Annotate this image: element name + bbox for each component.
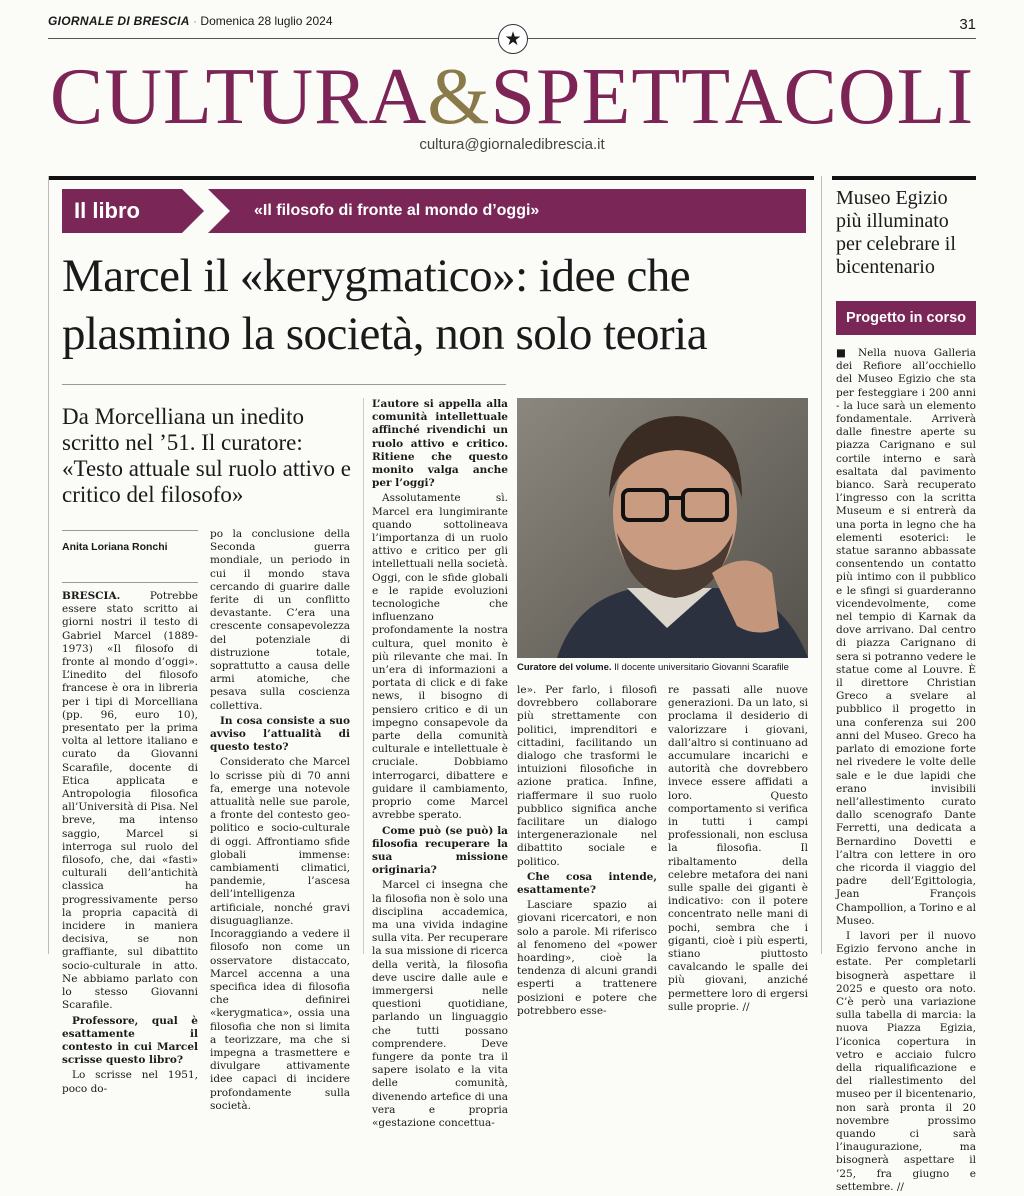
headline-line-2: plasmino la società, non solo teoria — [62, 308, 708, 360]
kicker-label: Il libro — [62, 189, 182, 233]
article-column-3 — [372, 398, 508, 1132]
col2-paragraph-2: Considerato che Marcel lo scrisse più di 70 anni fa, emerge una notevole attualità nelle sue parole, a fronte del contesto geo-politico e socio-culturale di oggi. Affrontiamo sfide globali immense: cambiamenti climatici, pandemie, l’ascesa dell’intelligenza artificiale, nonché gravi disuguaglianze. Incoraggiando a vedere il filosofo non come un osservatore distaccato, Marcel accenna a una specifica idea di filosofia che definirei «kerygmatica», ossia una filosofia che non si limita a teorizzare, ma che si impegna a trasmettere e divulgare attivamente idee capaci di incidere profondamente sulla società. — [210, 756, 350, 1112]
col4-paragraph-2: Lasciare spazio ai giovani ricercatori, e non solo a parole. Mi riferisco al fenomeno del «power hoarding», cioè la tendenza di alcuni grandi esperti a trattenere posizioni e potere che potrebbero esse- — [517, 899, 657, 1017]
masthead-cultura: CULTURA — [49, 53, 428, 141]
sidebar-badge: Progetto in corso — [836, 301, 976, 335]
col3-paragraph-2: Marcel ci insegna che la filosofia non è solo una disciplina accademica, ma una vivida indagine sulla vita. Per recuperare la sua missione di ricerca della verità, la filosofia deve uscire dalle aule e immergersi nelle questioni quotidiane, parlando un linguaggio che tutti possano comprendere. Deve fungere da ponte tra il sapere isolato e la vita delle comunità, divenendo artefice di una vera e propria «gestazione concettua- — [372, 879, 508, 1129]
col5-paragraph-1: re passati alle nuove generazioni. Da un lato, si proclama il desiderio di valorizzare i giovani, dall’altro si continuano ad accumulare incarichi e autorità che dovrebbero invece essere affidati a loro. Questo comportamento si verifica in tutti i campi professionali, non esclusa la filosofia. Il ribaltamento della celebre metafora dei nani sulle spalle dei giganti è indicativo: con il potere concentrato nelle mani di pochi, sembra che i giganti, cioè i più esperti, stiano piuttosto cavalcando le spalle dei più giovani, anziché permettere loro di ergersi sulle proprie. // — [668, 684, 808, 1013]
kicker-notch — [208, 189, 230, 233]
masthead-spettacoli: SPETTACOLI — [490, 53, 975, 141]
sidebar-top-rule — [832, 176, 976, 180]
caption-text: Il docente universitario Giovanni Scarafile — [614, 662, 789, 673]
kicker-text: «Il filosofo di fronte al mondo d’oggi» — [208, 189, 806, 233]
caption-lead: Curatore del volume. — [517, 662, 612, 673]
photo-caption — [517, 662, 817, 673]
inner-column-rule — [363, 398, 364, 954]
col3-question-1: L’autore si appella alla comunità intellettuale affinché rivendichi un ruolo attivo e critico. Ritiene che questo monito valga anche per l’oggi? — [372, 398, 508, 490]
section-email[interactable]: cultura@giornaledibrescia.it — [419, 136, 605, 153]
newspaper-name: GIORNALE DI BRESCIA — [48, 14, 190, 28]
sidebar-headline: Museo Egizio più illuminato per celebrare il bicentenario — [836, 187, 956, 278]
article-column-5 — [668, 684, 808, 1016]
article-subheadline: Da Morcelliana un inedito scritto nel ’51. Il curatore: «Testo attuale sul ruolo attivo e critico del filosofo» — [62, 404, 352, 507]
portrait-illustration — [517, 398, 808, 658]
sidebar-paragraph-2: I lavori per il nuovo Egizio fervono anche in estate. Per completarli bisognerà aspettare il 2025 e questo ora noto. C’è però una variazione sulla tabella di marcia: la nuova Piazza Egizia, l’iconica copertura in vetro e acciaio fulcro della riqualificazione e del riallestimento del museo per il bicentenario, non sarà pronta il 20 novembre prossimo quando ci sarà l’inaugurazione, ma bisognerà aspettare il ’25, fra giugno e settembre. // — [836, 929, 976, 1193]
headline-divider — [62, 384, 506, 385]
issue-date: Domenica 28 luglio 2024 — [200, 14, 333, 28]
masthead-ampersand: & — [427, 53, 491, 141]
kicker-arrow — [182, 189, 204, 233]
col1-paragraph-2: Lo scrisse nel 1951, poco do- — [62, 1069, 198, 1095]
article-left-rule — [48, 176, 49, 954]
article-top-rule — [48, 176, 814, 180]
byline: Anita Loriana Ronchi — [62, 541, 168, 553]
col4-paragraph-1: le». Per farlo, i filosofi dovrebbero collaborare più strettamente con politici, imprenditori e cittadini, facilitando un dialogo che trasformi le intuizioni filosofiche in azione pratica. Infine, riaffermare il suo ruolo pubblico significa anche facilitare un dialogo intergenerazionale nel dibattito sociale e politico. — [517, 684, 657, 868]
article-column-1 — [62, 590, 198, 1098]
page-number: 31 — [959, 16, 976, 33]
column-divider-rule — [821, 176, 822, 954]
byline-rule — [62, 530, 198, 531]
col2-question-1: In cosa consiste a suo avviso l’attualità di questo testo? — [210, 714, 350, 754]
article-column-2 — [210, 528, 350, 1115]
section-masthead — [48, 54, 976, 140]
article-headline — [62, 247, 806, 363]
col1-question-1: Professore, qual è esattamente il contesto in cui Marcel scrisse questo libro? — [62, 1014, 198, 1067]
headline-line-1: Marcel il «kerygmatico»: idee che — [62, 250, 691, 302]
top-bar: GIORNALE DI BRESCIA · Domenica 28 luglio 2024 — [48, 14, 333, 28]
col3-paragraph-1: Assolutamente sì. Marcel era lungimirante quando sottolineava l’importanza di un ruolo attivo e critico per gli intellettuali nella società. Oggi, con le sfide globali e le rapide evoluzioni tecnologiche che influenzano profondamente la nostra cultura, quel monito è più rilevante che mai. In un’era di informazioni a portata di click e di fake news, il bisogno di pensiero critico e di un impegno consapevole da parte della comunità culturale e intellettuale è cruciale. Dobbiamo interrogarci, dibattere e guidare il cambiamento, proprio come Marcel avrebbe sperato. — [372, 492, 508, 822]
col2-paragraph-1: po la conclusione della Seconda guerra mondiale, un periodo in cui il mondo stava cercando di guarire dalle ferite di un conflitto devastante. C’era una crescente consapevolezza del potenziale di distruzione totale, soprattutto a causa delle armi atomiche, che pesava sulla coscienza collettiva. — [210, 528, 350, 712]
sidebar-body — [836, 347, 976, 1196]
col1-paragraph-1: BRESCIA. Potrebbe essere stato scritto ai giorni nostri il testo di Gabriel Marcel (1889-1973) «Il filosofo di fronte al mondo d’oggi». L’inedito del filosofo francese è ora in libreria per i tipi di Morcelliana (pp. 96, euro 10), presentato per la prima volta al lettore italiano e curato da Giovanni Scarafile, docente di Etica applicata e Antropologia filosofica all’Università di Pisa. Nel breve, ma intenso saggio, Marcel si interroga sul ruolo del filosofo, che, dai «fasti» culturali dell’antichità classica ha progressivamente perso la propria capacità di incidere in maniera decisiva, se non graffiante, sul dibattito socio-culturale in atto. Ne abbiamo parlato con lo stesso Giovanni Scarafile. — [62, 590, 198, 1012]
article-column-4 — [517, 684, 657, 1020]
col3-question-2: Come può (se può) la filosofia recuperare la sua missione originaria? — [372, 824, 508, 877]
author-photo — [517, 398, 808, 658]
dateline: BRESCIA. — [62, 590, 121, 602]
article-kicker — [62, 189, 806, 233]
star-icon: ★ — [498, 24, 528, 54]
sidebar-paragraph-1: ■ Nella nuova Galleria dei Refiore all’occhiello del Museo Egizio che sta per festeggiare i 200 anni - la luce sarà un elemento fondamentale. Arriverà dalle finestre aperte su piazza Carignano e sul cortile interno e sarà esaltata dal pavimento bianco. Sarà recuperato l’ingresso con la scritta Museum e si entrerà da una porta in legno che ha elementi esoterici: le statue saranno abbassate consentendo un contatto più intimo con il pubblico e le sfingi si guarderanno vicendevolmente, come nel tempio di Karnak da dove arrivano. Dal centro di piazza Carignano di sera si potranno vedere le statue come al Louvre. È il direttore Christian Greco a svelare al pubblico il progetto in una conferenza sui 200 anni del Museo. Greco ha parlato di emozione forte nel rivedere le volte delle sale e le due lapidi che erano invisibili nell’allestimento curato dallo scenografo Dante Ferretti, una dedicata a Bernardino Dovetti e l’altra con lettere in oro che ricorda il viaggio del padre dell’Egittologia, Jean François Champollion, a Torino e al Museo. — [836, 347, 976, 927]
col4-question-1: Che cosa intende, esattamente? — [517, 870, 657, 897]
byline-rule-bottom — [62, 582, 198, 583]
